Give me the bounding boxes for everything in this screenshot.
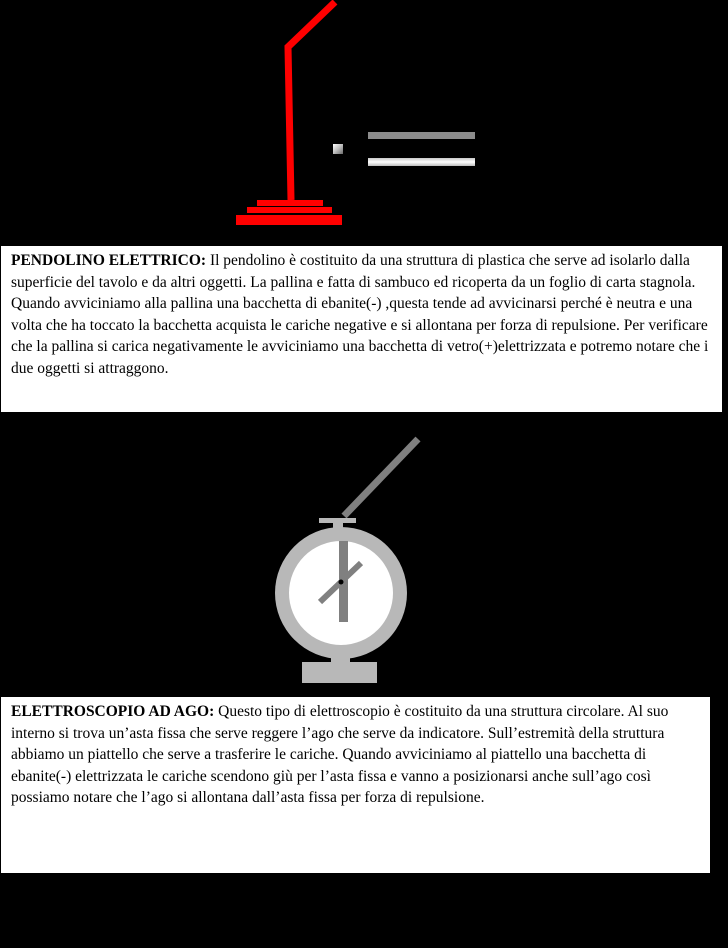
electroscope-pivot xyxy=(339,580,344,585)
pendulum-arm xyxy=(288,2,335,200)
electroscope-needle xyxy=(320,563,361,602)
electroscope-base xyxy=(302,662,377,683)
pendulum-ball xyxy=(333,144,343,154)
electroscope-ring-inner xyxy=(289,541,393,645)
electroscope-fixed-rod xyxy=(339,541,348,622)
ebonite-rod xyxy=(368,132,475,139)
elettroscopio-title: ELETTROSCOPIO AD AGO: xyxy=(11,703,215,720)
pendulum-base-middle xyxy=(247,207,332,213)
electroscope-neck xyxy=(331,655,350,663)
pendulum-stand xyxy=(236,2,342,225)
elettroscopio-body: Questo tipo di elettroscopio è costituito da una struttura circolare. Al suo interno si trova un’asta fissa che serve reggere l’ago che serve da indicatore. Sull’estremità della struttura abbiamo un piattello che serve a trasferire le cariche. Quando avviciniamo al piattello una bacchetta di ebanite(-) elettrizzata le cariche scendono giù per l’asta fissa e vanno a posizionarsi anche sull’ago così possiamo notare che l’ago si allontana dall’asta fissa per forza di repulsione. xyxy=(11,703,669,806)
pendulum-base-top xyxy=(257,200,323,206)
pendolino-description xyxy=(1,246,722,412)
electroscope-ring-outer xyxy=(275,527,407,659)
glass-rod xyxy=(368,158,475,166)
charging-rod xyxy=(344,439,418,516)
pendulum-base-bottom xyxy=(236,215,342,225)
elettroscopio-description xyxy=(1,697,710,873)
pendulum-illustration xyxy=(0,0,728,246)
electroscope-plate-stem xyxy=(333,523,343,532)
electroscope-plate xyxy=(319,518,356,523)
pendolino-body: Il pendolino è costituito da una struttura di plastica che serve ad isolarlo dalla superficie del tavolo e da altri oggetti. La pallina e fatta di sambuco ed ricoperta da un foglio di carta stagnola. Quando avviciniamo alla pallina una bacchetta di ebanite(-) ,questa tende ad avvicinarsi perché è neutra e una volta che ha toccato la bacchetta acquista le cariche negative e si allontana per forza di repulsione. Per verificare che la pallina si carica negativamente le avviciniamo una bacchetta di vetro(+)elettrizzata e potremo notare che i due oggetti si attraggono. xyxy=(11,252,709,377)
pendolino-title: PENDOLINO ELETTRICO: xyxy=(11,252,207,269)
